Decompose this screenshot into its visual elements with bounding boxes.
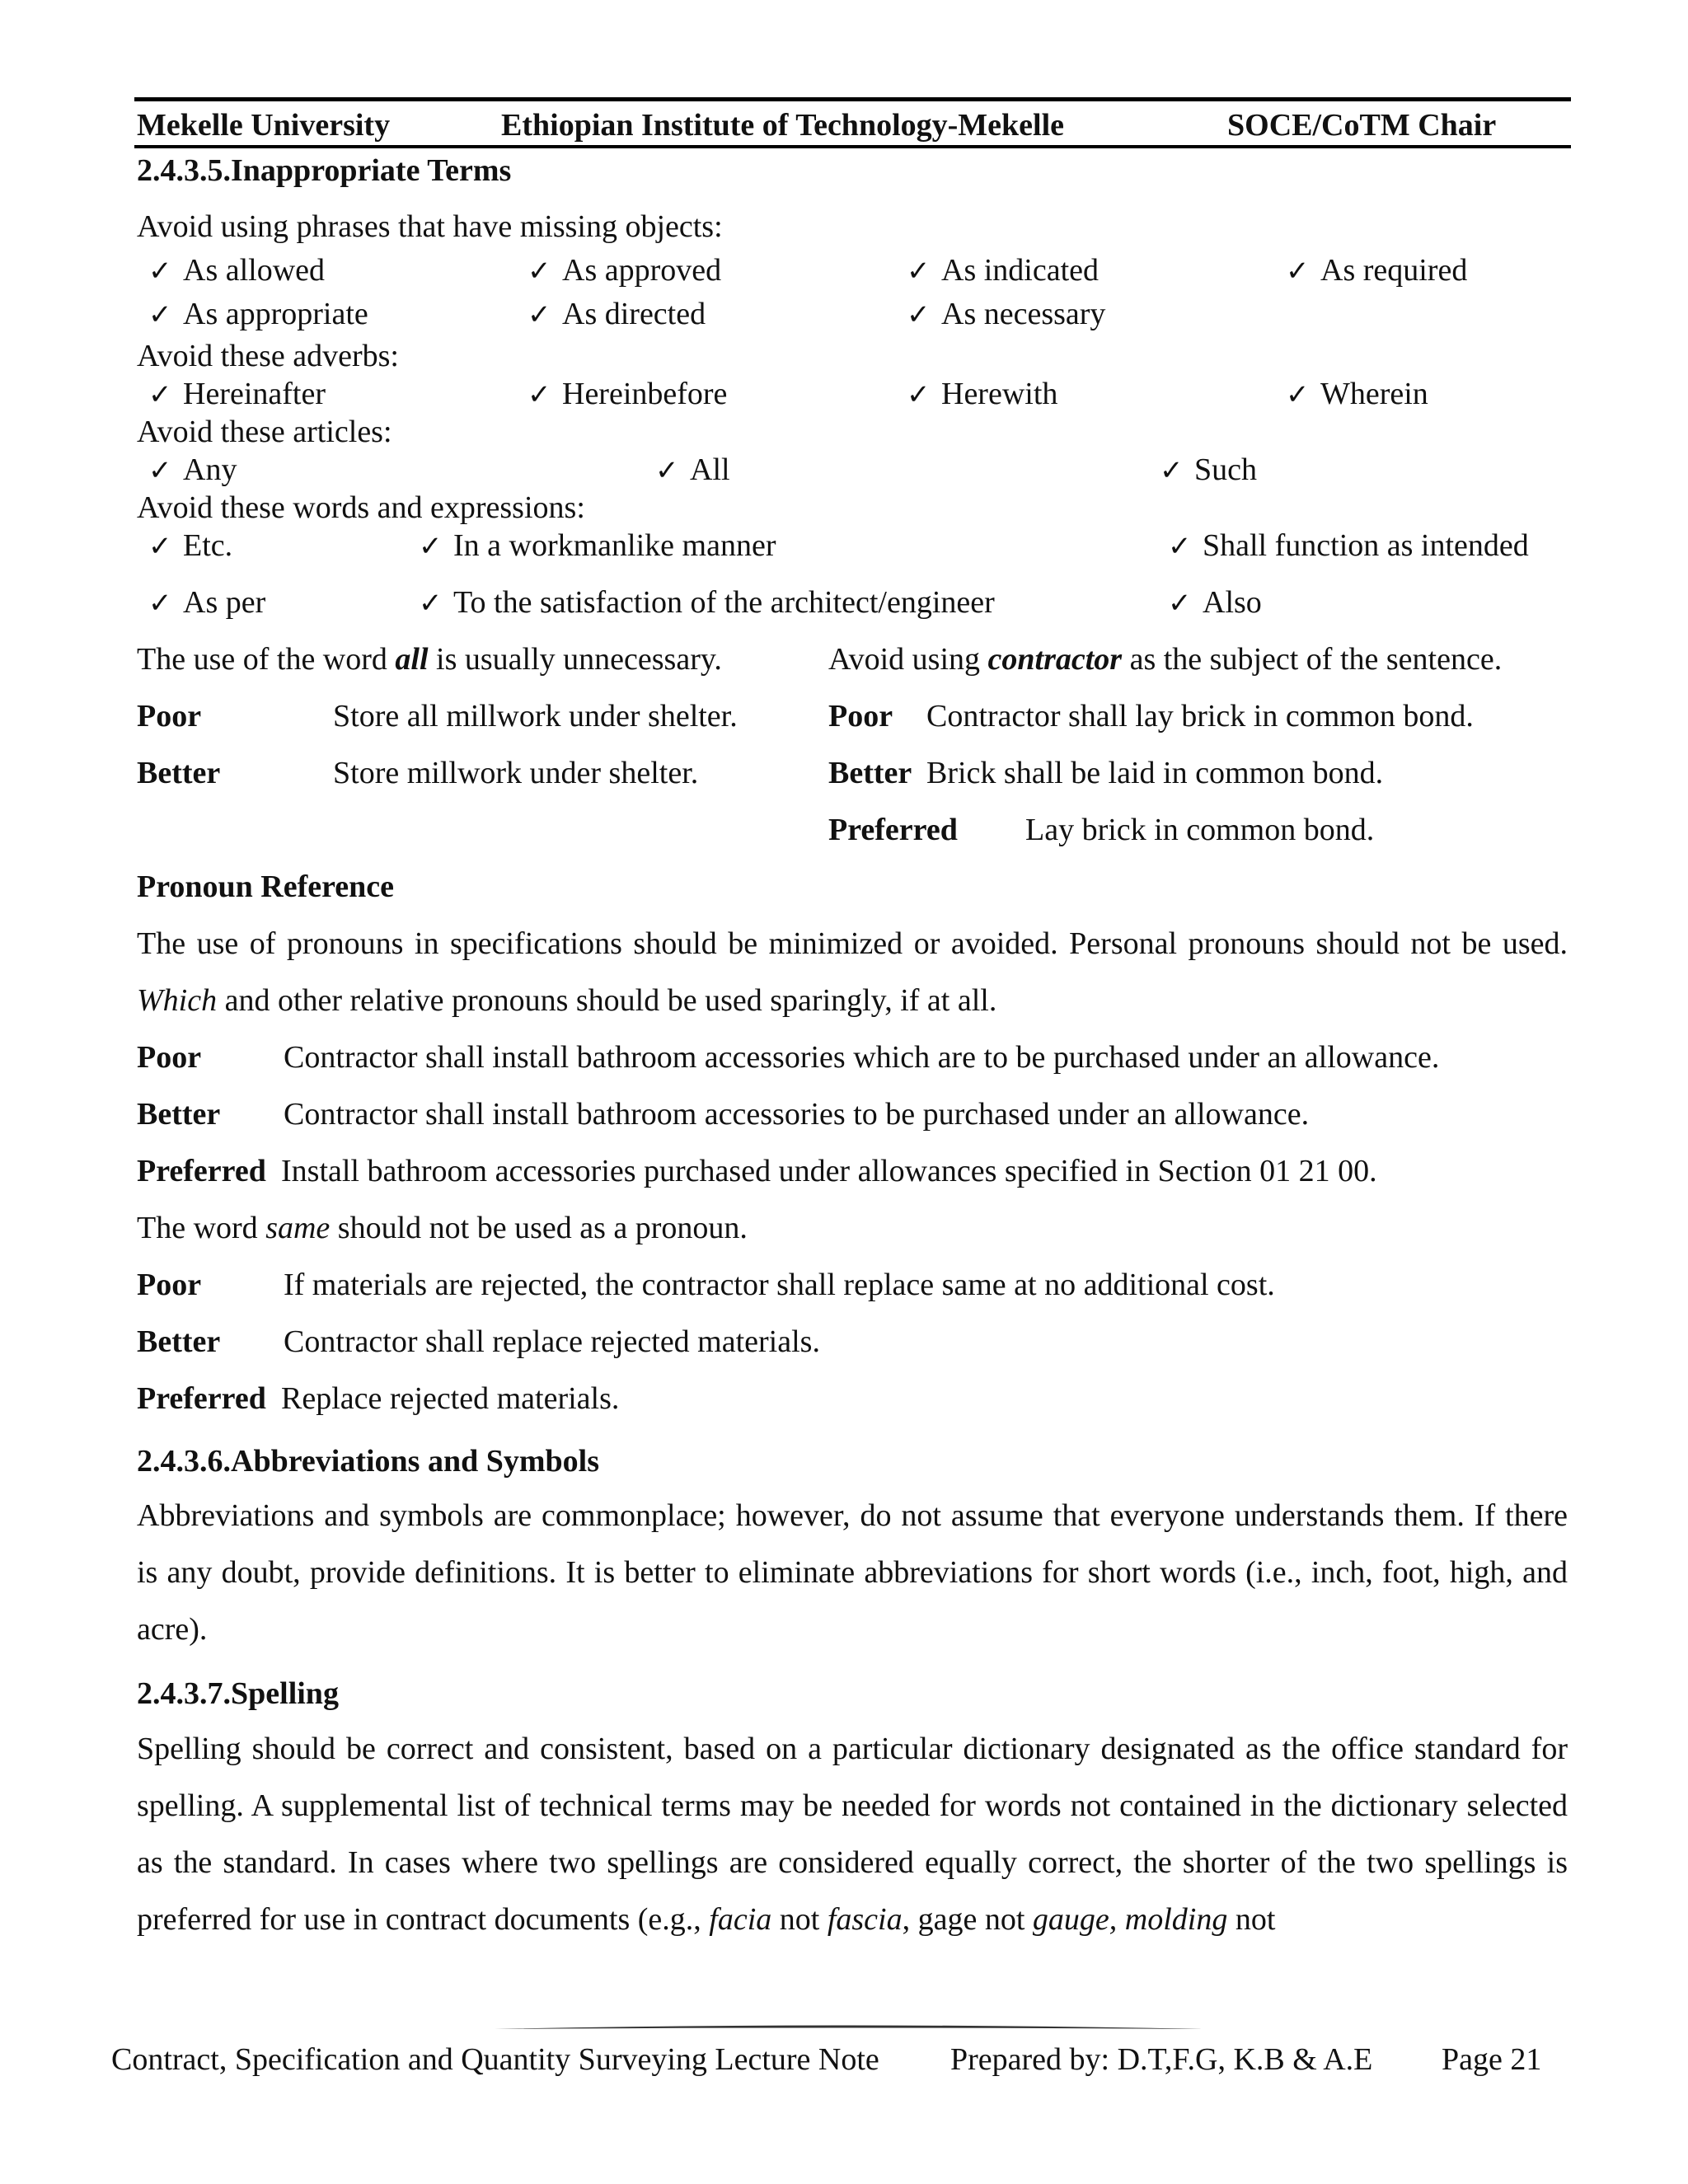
section-heading-spelling: 2.4.3.7.Spelling: [137, 1676, 339, 1711]
example-text: Lay brick in common bond.: [1025, 813, 1375, 847]
list-item: ✓ As appropriate: [148, 294, 368, 335]
example-text: Install bathroom accessories purchased under allowances specified in Section 01 21 00.: [281, 1154, 1377, 1188]
example-label-poor: Poor: [828, 699, 893, 733]
example-text: Contractor shall install bathroom accessories to be purchased under an allowance.: [284, 1097, 1310, 1132]
all-usage-intro: The use of the word all is usually unnecessary.: [137, 642, 722, 677]
section-heading-abbreviations: 2.4.3.6.Abbreviations and Symbols: [137, 1444, 599, 1479]
example-text: Replace rejected materials.: [281, 1381, 620, 1416]
list-item: ✓ All: [655, 450, 730, 491]
words-intro: Avoid these words and expressions:: [137, 490, 585, 525]
same-usage-intro: The word same should not be used as a pronoun.: [137, 1211, 748, 1245]
header-bottom-rule: [134, 145, 1571, 148]
example-text: Contractor shall lay brick in common bond.: [926, 699, 1474, 733]
checkmark-icon: ✓: [148, 532, 172, 562]
list-item: ✓ In a workmanlike manner: [419, 526, 776, 567]
example-label-preferred: Preferred: [137, 1154, 266, 1188]
list-item: ✓ To the satisfaction of the architect/engineer: [419, 583, 995, 624]
checkmark-icon: ✓: [148, 456, 172, 486]
checkmark-icon: ✓: [1286, 380, 1310, 410]
example-label-preferred: Preferred: [828, 813, 958, 847]
list-item: ✓ Also: [1168, 583, 1262, 624]
checkmark-icon: ✓: [148, 588, 172, 619]
example-text: Brick shall be laid in common bond.: [926, 756, 1384, 790]
example-label-better: Better: [137, 756, 221, 790]
list-item: ✓ Shall function as intended: [1168, 526, 1529, 567]
checkmark-icon: ✓: [1160, 456, 1184, 486]
articles-intro: Avoid these articles:: [137, 415, 392, 449]
footer-course: Contract, Specification and Quantity Surveying Lecture Note: [111, 2042, 879, 2077]
list-item: ✓ As per: [148, 583, 265, 624]
abbreviations-paragraph: Abbreviations and symbols are commonplace; however, do not assume that everyone understands them. If there is any doubt, provide definitions. It is better to eliminate abbreviations for short words (i.e., inch, foot, high, and acre).: [137, 1498, 1568, 1647]
contractor-usage-intro: Avoid using contractor as the subject of the sentence.: [828, 642, 1503, 677]
pronoun-paragraph: The use of pronouns in specifications should be minimized or avoided. Personal pronouns should not be used. Which and other relative pronouns should be used sparingly, if at all.: [137, 926, 1568, 1018]
section-heading-inappropriate-terms: 2.4.3.5.Inappropriate Terms: [137, 153, 512, 188]
checkmark-icon: ✓: [1286, 256, 1310, 287]
header-chair: SOCE/CoTM Chair: [1227, 108, 1497, 143]
missing-objects-intro: Avoid using phrases that have missing objects:: [137, 209, 723, 244]
example-label-poor: Poor: [137, 1268, 202, 1302]
list-item: ✓ Hereinbefore: [528, 374, 727, 415]
checkmark-icon: ✓: [419, 532, 443, 562]
example-label-poor: Poor: [137, 1040, 202, 1075]
checkmark-icon: ✓: [907, 300, 931, 330]
list-item: ✓ As approved: [528, 251, 721, 292]
example-label-preferred: Preferred: [137, 1381, 266, 1416]
list-item: ✓ As allowed: [148, 251, 325, 292]
list-item: ✓ Etc.: [148, 526, 232, 567]
adverbs-intro: Avoid these adverbs:: [137, 339, 399, 373]
pronoun-heading: Pronoun Reference: [137, 869, 395, 904]
list-item: ✓ Hereinafter: [148, 374, 326, 415]
checkmark-icon: ✓: [655, 456, 679, 486]
example-text: If materials are rejected, the contractor shall replace same at no additional cost.: [284, 1268, 1275, 1302]
checkmark-icon: ✓: [528, 256, 551, 287]
list-item: ✓ Any: [148, 450, 237, 491]
footer-divider: [495, 2023, 1203, 2033]
list-item: ✓ As directed: [528, 294, 706, 335]
checkmark-icon: ✓: [1168, 532, 1192, 562]
example-text: Store all millwork under shelter.: [333, 699, 738, 733]
list-item: ✓ Herewith: [907, 374, 1057, 415]
spelling-paragraph: Spelling should be correct and consistent, based on a particular dictionary designated as the office standard for spelling. A supplemental list of technical terms may be needed for words not contained in the dictionary selected as the standard. In cases where two spellings are considered equally correct, the shorter of the two spellings is preferred for use in contract documents (e.g., facia not fascia, gage not gauge, molding not: [137, 1732, 1568, 1937]
checkmark-icon: ✓: [148, 256, 172, 287]
header-university: Mekelle University: [137, 108, 391, 143]
checkmark-icon: ✓: [1168, 588, 1192, 619]
example-text: Contractor shall install bathroom accessories which are to be purchased under an allowance.: [284, 1040, 1440, 1075]
checkmark-icon: ✓: [528, 380, 551, 410]
list-item: ✓ As necessary: [907, 294, 1105, 335]
checkmark-icon: ✓: [148, 380, 172, 410]
header-institute: Ethiopian Institute of Technology-Mekelle: [501, 108, 1064, 143]
checkmark-icon: ✓: [907, 380, 931, 410]
list-item: ✓ Such: [1160, 450, 1257, 491]
header-top-rule: [134, 97, 1571, 101]
list-item: ✓ As indicated: [907, 251, 1099, 292]
checkmark-icon: ✓: [907, 256, 931, 287]
checkmark-icon: ✓: [419, 588, 443, 619]
example-text: Store millwork under shelter.: [333, 756, 699, 790]
example-label-better: Better: [137, 1324, 221, 1359]
example-text: Contractor shall replace rejected materials.: [284, 1324, 820, 1359]
footer-page-number: Page 21: [1442, 2042, 1542, 2077]
list-item: ✓ As required: [1286, 251, 1467, 292]
footer-authors: Prepared by: D.T,F.G, K.B & A.E: [950, 2042, 1373, 2077]
example-label-better: Better: [828, 756, 912, 790]
checkmark-icon: ✓: [148, 300, 172, 330]
list-item: ✓ Wherein: [1286, 374, 1428, 415]
example-label-better: Better: [137, 1097, 221, 1132]
example-label-poor: Poor: [137, 699, 202, 733]
checkmark-icon: ✓: [528, 300, 551, 330]
